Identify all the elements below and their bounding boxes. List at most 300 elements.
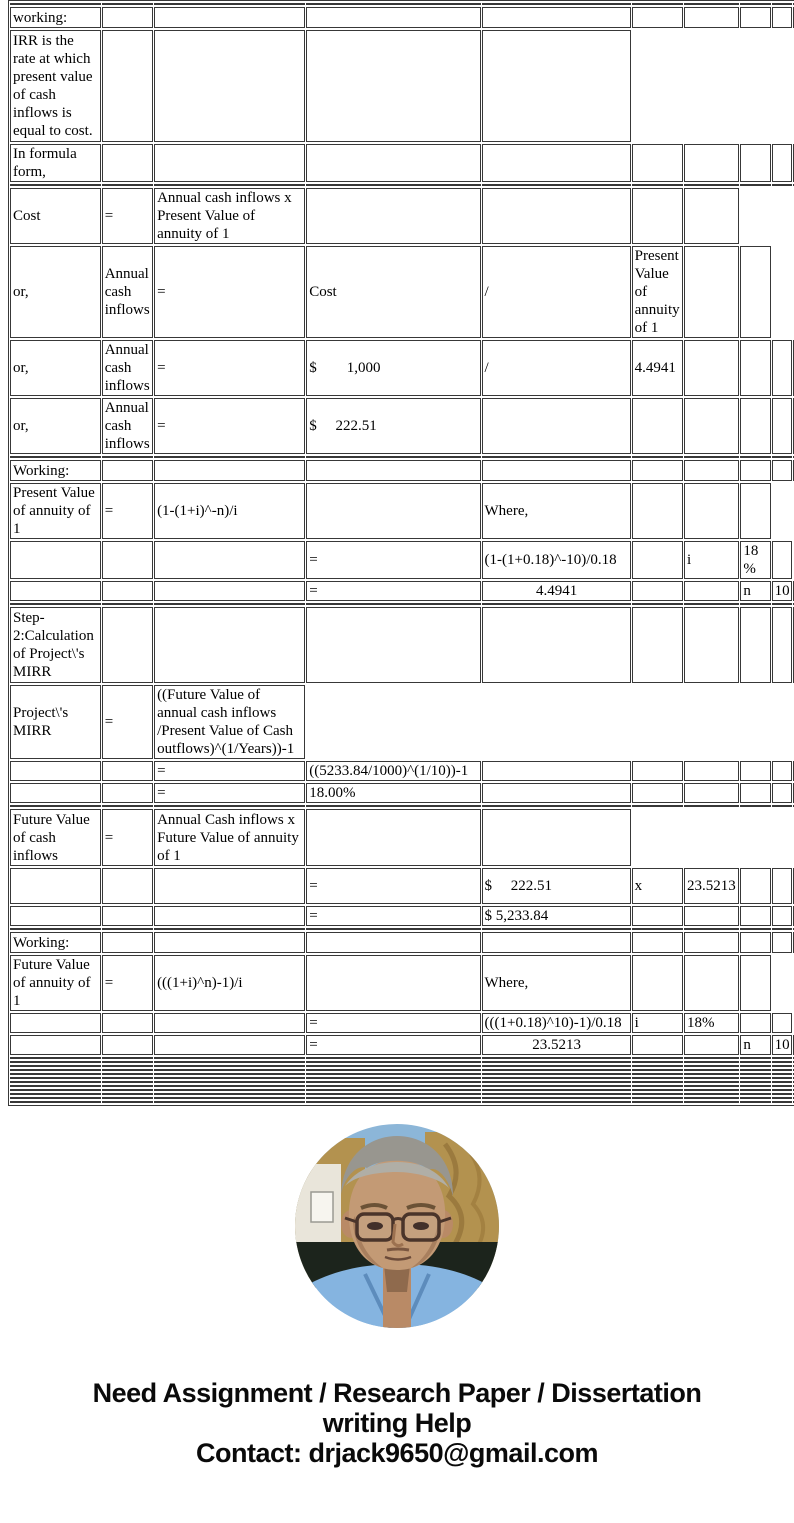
table-cell — [684, 1097, 739, 1099]
table-cell — [740, 456, 770, 458]
table-cell — [10, 1089, 101, 1091]
table-cell — [632, 955, 683, 1011]
table-cell: Project\'s MIRR — [10, 685, 101, 759]
table-cell — [684, 1093, 739, 1095]
table-cell — [10, 783, 101, 803]
table-cell — [306, 144, 480, 182]
table-cell: or, — [10, 398, 101, 454]
table-row — [10, 868, 794, 904]
table-row — [10, 188, 794, 244]
table-cell — [740, 1097, 770, 1099]
table-cell — [482, 607, 631, 683]
table-cell — [102, 581, 153, 601]
table-cell — [306, 1093, 480, 1095]
table-cell — [154, 607, 305, 683]
table-row — [10, 7, 794, 28]
table-cell: 18.00% — [306, 783, 480, 803]
table-cell: IRR is the rate at which present value of cash inflows is equal to cost. — [10, 30, 101, 142]
table-cell: 4.4941 — [632, 340, 683, 396]
table-cell — [632, 184, 683, 186]
table-cell — [740, 483, 770, 539]
table-cell: = — [306, 868, 480, 904]
table-row — [10, 1069, 794, 1071]
table-cell — [10, 1065, 101, 1067]
table-cell — [482, 1097, 631, 1099]
table-cell — [10, 1097, 101, 1099]
table-cell: Working: — [10, 932, 101, 953]
table-row — [10, 906, 794, 926]
table-cell — [482, 932, 631, 953]
table-row — [10, 1093, 794, 1095]
table-cell — [632, 1065, 683, 1067]
table-cell — [772, 932, 792, 953]
table-cell: = — [102, 483, 153, 539]
table-cell — [154, 1101, 305, 1103]
table-cell — [684, 906, 739, 926]
table-cell — [154, 3, 305, 5]
table-cell — [772, 456, 792, 458]
table-cell — [740, 1077, 770, 1079]
table-cell — [482, 761, 631, 781]
table-cell — [154, 541, 305, 579]
table-cell — [632, 1077, 683, 1079]
table-cell — [306, 460, 480, 481]
table-cell — [684, 188, 739, 244]
table-cell — [740, 1069, 770, 1071]
table-cell — [632, 1073, 683, 1075]
table-cell — [684, 1061, 739, 1063]
table-row — [10, 1061, 794, 1063]
table-cell: (1-(1+0.18)^-10)/0.18 — [482, 541, 631, 579]
table-cell — [772, 868, 792, 904]
table-cell — [632, 1069, 683, 1071]
table-cell — [154, 932, 305, 953]
table-cell — [10, 1081, 101, 1083]
table-cell — [772, 1073, 792, 1075]
table-row — [10, 955, 794, 1011]
table-cell — [154, 1077, 305, 1079]
table-cell — [740, 1061, 770, 1063]
table-cell — [684, 805, 739, 807]
table-cell — [740, 460, 770, 481]
table-cell — [306, 603, 480, 605]
table-row — [10, 1035, 794, 1055]
table-cell — [740, 955, 770, 1011]
table-cell — [102, 906, 153, 926]
table-cell — [632, 928, 683, 930]
table-cell — [684, 581, 739, 601]
table-cell — [772, 1013, 792, 1033]
table-cell — [740, 928, 770, 930]
calculation-table — [8, 0, 794, 1106]
table-cell — [10, 1035, 101, 1055]
table-cell — [154, 456, 305, 458]
table-cell — [684, 483, 739, 539]
table-cell: 10 — [772, 581, 792, 601]
table-cell — [632, 188, 683, 244]
table-cell — [482, 7, 631, 28]
table-cell: Annual cash inflows — [102, 398, 153, 454]
table-cell — [482, 928, 631, 930]
table-cell — [306, 30, 480, 142]
table-row — [10, 928, 794, 930]
table-cell — [10, 1073, 101, 1075]
table-row — [10, 603, 794, 605]
table-cell — [306, 955, 480, 1011]
table-cell: n — [740, 1035, 770, 1055]
table-cell — [740, 1089, 770, 1091]
table-cell — [772, 1097, 792, 1099]
table-cell — [482, 1077, 631, 1079]
table-cell — [154, 603, 305, 605]
table-cell — [102, 1013, 153, 1033]
table-cell — [102, 805, 153, 807]
table-cell — [306, 1089, 480, 1091]
table-cell — [632, 581, 683, 601]
table-cell — [740, 1085, 770, 1087]
table-cell — [632, 1061, 683, 1063]
table-cell — [772, 340, 792, 396]
table-cell — [684, 7, 739, 28]
table-cell — [684, 1101, 739, 1103]
table-row — [10, 1089, 794, 1091]
table-cell: or, — [10, 340, 101, 396]
table-cell — [740, 184, 770, 186]
table-cell — [10, 1077, 101, 1079]
table-cell — [102, 607, 153, 683]
table-cell: Annual cash inflows — [102, 246, 153, 338]
calculation-table-body — [10, 3, 794, 1103]
table-cell — [632, 1035, 683, 1055]
table-cell — [632, 483, 683, 539]
table-cell: Where, — [482, 955, 631, 1011]
table-cell — [740, 906, 770, 926]
table-cell — [684, 1089, 739, 1091]
table-cell — [772, 144, 792, 182]
table-row — [10, 30, 794, 142]
table-cell: / — [482, 340, 631, 396]
table-row — [10, 1077, 794, 1079]
table-cell — [632, 805, 683, 807]
table-cell: Cost — [306, 246, 480, 338]
table-cell — [154, 184, 305, 186]
table-cell — [10, 603, 101, 605]
table-cell — [102, 1069, 153, 1071]
table-cell — [154, 1081, 305, 1083]
table-cell: Future Value of cash inflows — [10, 809, 101, 866]
table-cell: 23.5213 — [482, 1035, 631, 1055]
table-cell: = — [306, 906, 480, 926]
table-row — [10, 761, 794, 781]
table-cell — [740, 1013, 770, 1033]
table-cell — [10, 1085, 101, 1087]
table-cell — [10, 1057, 101, 1059]
table-cell — [684, 1069, 739, 1071]
table-cell — [684, 460, 739, 481]
table-cell — [740, 398, 770, 454]
table-cell: Working: — [10, 460, 101, 481]
table-cell — [482, 144, 631, 182]
table-cell — [684, 1085, 739, 1087]
table-row — [10, 483, 794, 539]
table-cell — [740, 761, 770, 781]
table-cell — [306, 3, 480, 5]
table-cell — [306, 483, 480, 539]
table-cell — [154, 1089, 305, 1091]
table-row — [10, 1065, 794, 1067]
table-row — [10, 460, 794, 481]
table-cell — [740, 607, 770, 683]
table-cell — [10, 184, 101, 186]
table-cell: x — [632, 868, 683, 904]
table-cell — [684, 398, 739, 454]
table-cell — [154, 1069, 305, 1071]
table-cell — [772, 603, 792, 605]
table-row — [10, 581, 794, 601]
table-cell: = — [154, 783, 305, 803]
table-cell — [482, 1073, 631, 1075]
table-cell: i — [684, 541, 739, 579]
table-cell — [482, 1057, 631, 1059]
table-cell — [632, 460, 683, 481]
table-cell — [102, 1081, 153, 1083]
table-cell: (1-(1+i)^-n)/i — [154, 483, 305, 539]
table-row — [10, 340, 794, 396]
table-cell — [10, 3, 101, 5]
table-row — [10, 809, 794, 866]
table-cell — [306, 1077, 480, 1079]
table-cell — [482, 3, 631, 5]
table-cell — [772, 1077, 792, 1079]
table-cell — [684, 3, 739, 5]
table-row — [10, 1085, 794, 1087]
table-cell — [306, 607, 480, 683]
table-cell — [740, 603, 770, 605]
table-cell — [772, 1061, 792, 1063]
table-cell — [102, 30, 153, 142]
table-cell — [306, 1069, 480, 1071]
table-cell: = — [306, 541, 480, 579]
table-cell — [102, 541, 153, 579]
table-cell — [154, 581, 305, 601]
table-cell — [306, 805, 480, 807]
table-cell — [772, 7, 792, 28]
table-cell: $ 1,000 — [306, 340, 480, 396]
table-cell — [740, 3, 770, 5]
table-cell — [684, 456, 739, 458]
table-cell — [684, 1035, 739, 1055]
table-cell — [684, 1073, 739, 1075]
table-cell: Annual cash inflows — [102, 340, 153, 396]
table-row — [10, 1081, 794, 1083]
table-row — [10, 783, 794, 803]
table-cell — [10, 456, 101, 458]
table-cell — [482, 805, 631, 807]
table-row — [10, 607, 794, 683]
table-cell: = — [102, 955, 153, 1011]
table-cell — [306, 1097, 480, 1099]
table-cell — [154, 460, 305, 481]
table-cell — [772, 541, 792, 579]
table-cell — [154, 1035, 305, 1055]
table-cell — [740, 1081, 770, 1083]
table-cell — [154, 1065, 305, 1067]
table-cell — [306, 809, 480, 866]
table-cell — [740, 1073, 770, 1075]
table-cell — [482, 460, 631, 481]
table-cell — [482, 1085, 631, 1087]
table-cell — [740, 144, 770, 182]
table-cell — [306, 1073, 480, 1075]
contact-email-line: Contact: drjack9650@gmail.com — [196, 1438, 598, 1468]
table-cell — [102, 932, 153, 953]
table-cell — [306, 1081, 480, 1083]
table-cell — [306, 932, 480, 953]
table-cell — [10, 1069, 101, 1071]
table-cell — [102, 1077, 153, 1079]
table-cell — [772, 184, 792, 186]
table-cell — [772, 1089, 792, 1091]
table-cell: = — [102, 685, 153, 759]
table-cell — [154, 1061, 305, 1063]
table-cell — [306, 1065, 480, 1067]
table-cell — [102, 1093, 153, 1095]
table-cell — [10, 1101, 101, 1103]
table-cell — [10, 805, 101, 807]
table-cell: = — [306, 1035, 480, 1055]
table-cell — [10, 761, 101, 781]
table-cell: = — [154, 340, 305, 396]
table-row — [10, 805, 794, 807]
table-cell — [482, 188, 631, 244]
table-cell — [632, 761, 683, 781]
table-cell: = — [154, 246, 305, 338]
man-portrait-photo — [295, 1124, 499, 1328]
table-cell — [102, 456, 153, 458]
table-cell — [632, 906, 683, 926]
table-row — [10, 1097, 794, 1099]
table-cell — [306, 1061, 480, 1063]
table-cell — [740, 7, 770, 28]
table-cell — [482, 1093, 631, 1095]
table-cell: $ 222.51 — [482, 868, 631, 904]
table-cell: Present Value of annuity of 1 — [10, 483, 101, 539]
table-row — [10, 246, 794, 338]
table-cell: 23.5213 — [684, 868, 739, 904]
table-cell: $ 5,233.84 — [482, 906, 631, 926]
table-cell — [102, 7, 153, 28]
table-cell: Where, — [482, 483, 631, 539]
table-cell — [306, 1057, 480, 1059]
table-cell: = — [154, 398, 305, 454]
table-cell — [740, 1101, 770, 1103]
table-cell — [684, 761, 739, 781]
help-heading-line2: writing Help — [322, 1408, 472, 1438]
table-cell — [632, 3, 683, 5]
table-cell — [772, 1069, 792, 1071]
table-cell — [740, 340, 770, 396]
table-cell — [740, 1093, 770, 1095]
table-cell: ((Future Value of annual cash inflows /Present Value of Cash outflows)^(1/Years))-1 — [154, 685, 305, 759]
table-cell — [482, 1061, 631, 1063]
table-cell — [102, 1097, 153, 1099]
table-cell — [102, 761, 153, 781]
table-cell — [632, 1101, 683, 1103]
table-cell: = — [102, 188, 153, 244]
table-cell — [154, 928, 305, 930]
table-cell — [772, 1081, 792, 1083]
table-cell — [10, 928, 101, 930]
table-cell: 18% — [684, 1013, 739, 1033]
table-cell: = — [306, 1013, 480, 1033]
table-cell — [772, 805, 792, 807]
table-cell: Step-2:Calculation of Project\'s MIRR — [10, 607, 101, 683]
table-cell — [684, 1065, 739, 1067]
table-cell: Future Value of annuity of 1 — [10, 955, 101, 1011]
table-cell — [154, 868, 305, 904]
table-cell — [772, 460, 792, 481]
table-cell — [772, 783, 792, 803]
table-cell — [306, 7, 480, 28]
table-cell — [772, 906, 792, 926]
help-banner — [0, 1378, 794, 1468]
table-cell — [482, 1069, 631, 1071]
table-cell — [102, 928, 153, 930]
table-cell — [772, 1057, 792, 1059]
table-cell — [306, 1085, 480, 1087]
table-cell — [772, 1093, 792, 1095]
table-cell — [740, 805, 770, 807]
table-cell: (((1+i)^n)-1)/i — [154, 955, 305, 1011]
table-cell — [102, 1061, 153, 1063]
table-row — [10, 144, 794, 182]
table-cell — [772, 928, 792, 930]
table-cell — [10, 541, 101, 579]
table-cell — [772, 1065, 792, 1067]
table-cell — [632, 783, 683, 803]
table-cell — [772, 398, 792, 454]
table-cell — [684, 144, 739, 182]
table-cell — [482, 1101, 631, 1103]
table-cell — [684, 603, 739, 605]
table-cell — [102, 1089, 153, 1091]
table-row — [10, 1057, 794, 1059]
table-row — [10, 3, 794, 5]
table-cell — [306, 184, 480, 186]
table-cell — [154, 1057, 305, 1059]
table-cell — [102, 1085, 153, 1087]
table-cell — [684, 184, 739, 186]
table-cell — [740, 783, 770, 803]
table-cell — [632, 1081, 683, 1083]
table-cell — [102, 1101, 153, 1103]
table-cell: In formula form, — [10, 144, 101, 182]
table-cell — [632, 456, 683, 458]
table-cell: working: — [10, 7, 101, 28]
help-heading-line1: Need Assignment / Research Paper / Dissertation — [92, 1378, 702, 1408]
table-cell — [740, 1057, 770, 1059]
table-cell: (((1+0.18)^10)-1)/0.18 — [482, 1013, 631, 1033]
table-cell — [740, 246, 770, 338]
table-cell — [772, 607, 792, 683]
table-cell — [10, 1093, 101, 1095]
table-cell — [772, 1085, 792, 1087]
table-row — [10, 398, 794, 454]
table-cell: 18% — [740, 541, 770, 579]
table-cell — [772, 761, 792, 781]
table-cell — [632, 932, 683, 953]
table-cell — [632, 1097, 683, 1099]
